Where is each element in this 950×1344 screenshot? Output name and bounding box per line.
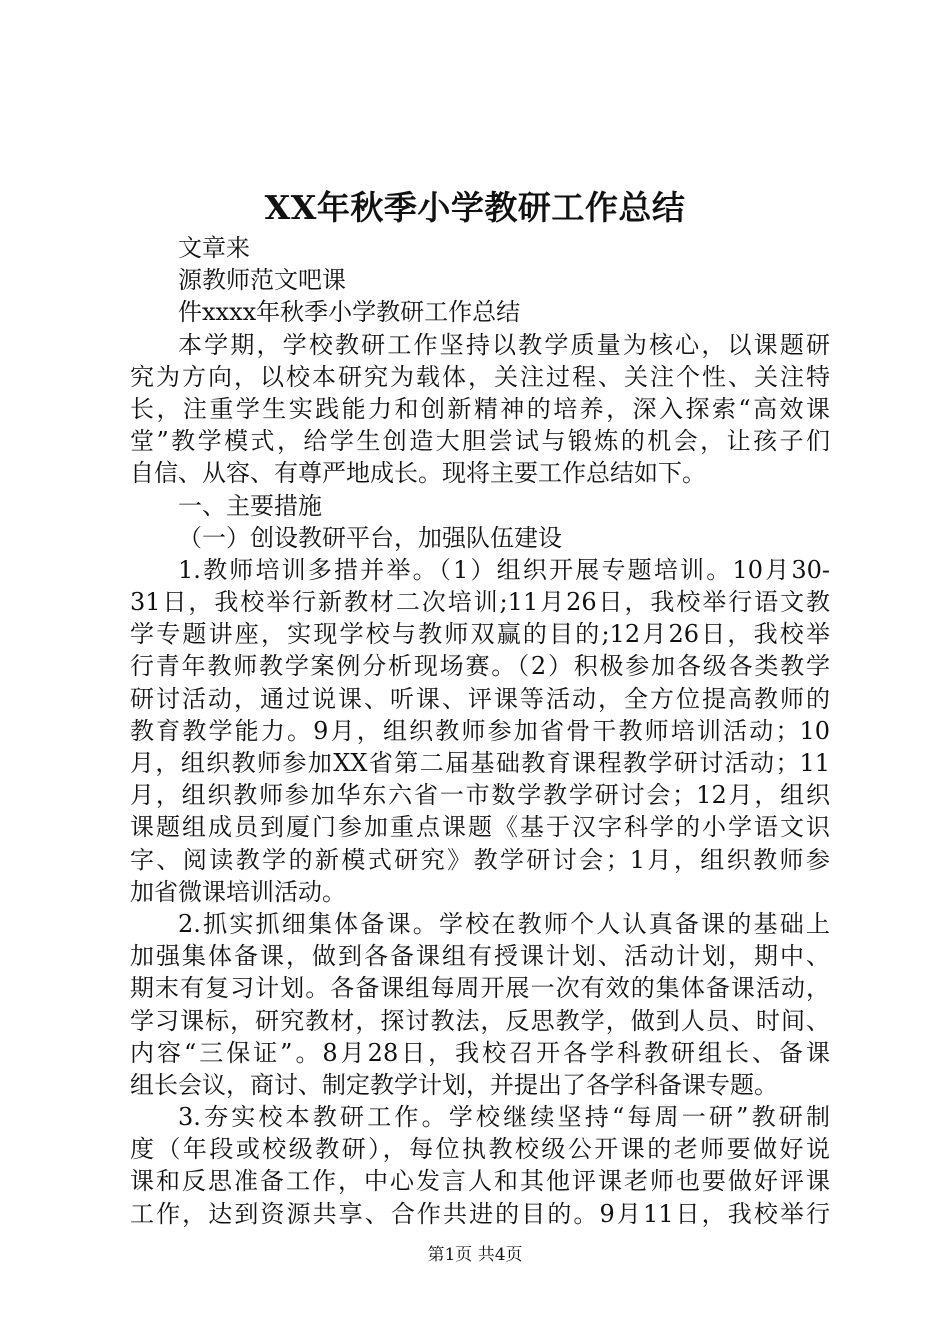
text-line: 月，组织教师参加XX省第二届基础教育课程教学研讨活动；11 [130,749,830,777]
text-line: 堂”教学模式，给学生创造大胆尝试与锻炼的机会，让孩子们 [130,427,830,456]
text-line: 究为方向，以校本研究为载体，关注过程、关注个性、关注特 [130,362,830,391]
text-line: 字、阅读教学的新模式研究》教学研讨会；1月，组织教师参 [130,845,830,874]
text-line: 学习课标，研究教材，探讨教法，反思教学，做到人员、时间、 [130,1006,830,1035]
text-line: 学专题讲座，实现学校与教师双赢的目的;12月26日，我校举 [130,620,830,649]
text-line: 课和反思准备工作，中心发言人和其他评课老师也要做好评课 [130,1167,830,1196]
text-line: 内容“三保证”。8月28日，我校召开各学科教研组长、备课 [130,1038,830,1067]
text-line: 加省微课培训活动。 [130,877,346,906]
text-line: 文章来 [178,234,250,262]
text-line: 长，注重学生实践能力和创新精神的培养，深入探索“高效课 [130,394,830,423]
text-line: 行青年教师教学案例分析现场赛。（2）积极参加各级各类教学 [130,652,830,681]
text-line: 自信、从容、有尊严地成长。现将主要工作总结如下。 [130,459,706,488]
text-line: 研讨活动，通过说课、听课、评课等活动，全方位提高教师的 [130,684,830,713]
document-body [130,232,830,1230]
text-line: 件xxxx年秋季小学教研工作总结 [178,298,521,327]
text-line: 3.夯实校本教研工作。学校继续坚持“每周一研”教研制 [178,1103,830,1132]
text-line: 本学期，学校教研工作坚持以教学质量为核心，以课题研 [178,330,830,359]
text-line: 源教师范文吧课 [178,266,346,295]
text-line: （一）创设教研平台，加强队伍建设 [178,523,562,552]
text-line: 教育教学能力。9月，组织教师参加省骨干教师培训活动；10 [130,716,830,745]
text-line: 加强集体备课，做到各备课组有授课计划、活动计划，期中、 [130,942,830,971]
text-line: 度（年段或校级教研），每位执教校级公开课的老师要做好说 [130,1135,830,1164]
document-title: XX年秋季小学教研工作总结 [264,188,686,227]
text-line: 月，组织教师参加华东六省一市数学教学研讨会；12月，组织 [130,781,830,810]
text-line: 1.教师培训多措并举。（1）组织开展专题培训。10月30- [178,555,830,584]
text-line: 组长会议，商讨、制定教学计划，并提出了各学科备课专题。 [130,1070,778,1099]
text-line: 期末有复习计划。各备课组每周开展一次有效的集体备课活动， [130,974,830,1003]
text-line: 31日，我校举行新教材二次培训;11月26日，我校举行语文教 [130,588,830,617]
text-line: 一、主要措施 [178,491,322,520]
text-line: 2.抓实抓细集体备课。学校在教师个人认真备课的基础上 [178,909,830,938]
text-line: 课题组成员到厦门参加重点课题《基于汉字科学的小学语文识 [130,813,830,842]
page-footer: 第1页 共4页 [427,1245,523,1265]
text-line: 工作，达到资源共享、合作共进的目的。9月11日，我校举行 [130,1199,830,1228]
